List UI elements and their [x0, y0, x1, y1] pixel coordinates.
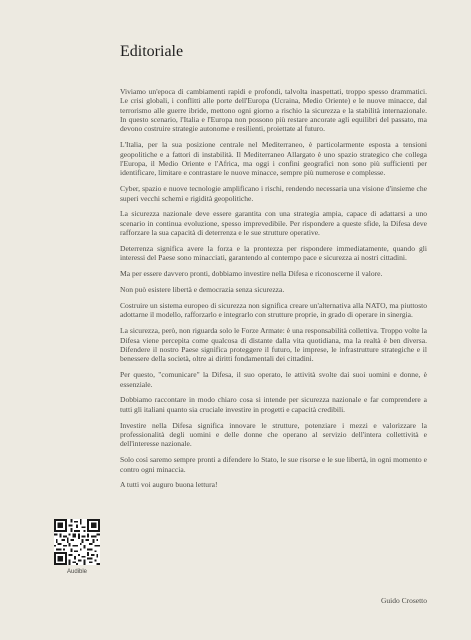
- paragraph: Cyber, spazio e nuove tecnologie amplificano i rischi, rendendo necessaria una visione d'insieme che superi vecchi schemi e rigidità geopolitiche.: [120, 184, 427, 203]
- qr-code-icon[interactable]: [54, 519, 100, 565]
- paragraph: Deterrenza significa avere la forza e la prontezza per rispondere immediatamente, quando gli interessi del Paese sono minacciati, garantendo al contempo pace e sicurezza ai nostri cittadini.: [120, 244, 427, 263]
- paragraph: Solo così saremo sempre pronti a difendere lo Stato, le sue risorse e le sue libertà, in ogni momento e contro ogni minaccia.: [120, 455, 427, 474]
- paragraph: Dobbiamo raccontare in modo chiaro cosa si intende per sicurezza nazionale e far comprendere a tutti gli italiani quanto sia cruciale investire in progetti e capacità credibili.: [120, 395, 427, 414]
- paragraph: Ma per essere davvero pronti, dobbiamo investire nella Difesa e riconoscerne il valore.: [120, 269, 383, 279]
- paragraph: Costruire un sistema europeo di sicurezza non significa creare un'alternativa alla NATO, ma piuttosto adottarne il modello, rafforzarlo e integrarlo con strutture proprie, in grado di operare in sinergia.: [120, 301, 427, 320]
- paragraph: Non può esistere libertà e democrazia senza sicurezza.: [120, 285, 285, 295]
- paragraph: L'Italia, per la sua posizione centrale nel Mediterraneo, è particolarmente esposta a tensioni geopolitiche e a fattori di instabilità. Il Mediterraneo Allargato è uno spazio strategico che collega l'Europa, il Medio Oriente e l'Africa, ma oggi i confini geografici non sono più sufficienti per identificare, limitare e contrastare le nuove minacce, sempre più numerose e complesse.: [120, 140, 427, 178]
- paragraph: Viviamo un'epoca di cambiamenti rapidi e profondi, talvolta inaspettati, troppo spesso drammatici. Le crisi globali, i conflitti alle porte dell'Europa (Ucraina, Medio Oriente) e le nuove minacce, dal terrorismo alle guerre ibride, mettono ogni giorno a rischio la sicurezza e la stabilità internazionale. In questo scenario, l'Italia e l'Europa non possono più restare ancorate agli equilibri del passato, ma devono costruire strategie autonome e resilienti, proiettate al futuro.: [120, 87, 427, 134]
- paragraph: La sicurezza nazionale deve essere garantita con una strategia ampia, capace di adattarsi a uno scenario in continua evoluzione, spesso imprevedibile. Per rispondere a queste sfide, la Difesa deve rafforzare la sua capacità di deterrenza e le sue strutture operative.: [120, 209, 427, 238]
- paragraph: Per questo, "comunicare" la Difesa, il suo operato, le attività svolte dai suoi uomini e donne, è essenziale.: [120, 370, 427, 389]
- qr-caption: Audible: [66, 569, 87, 575]
- editorial-body: [120, 87, 427, 496]
- author-signature: Guido Crosetto: [380, 596, 427, 605]
- paragraph: A tutti voi auguro buona lettura!: [120, 480, 218, 490]
- page-title: Editoriale: [120, 43, 184, 60]
- paragraph: Investire nella Difesa significa innovare le strutture, potenziare i mezzi e valorizzare la professionalità degli uomini e delle donne che operano al servizio dell'intera collettività e dell'interesse nazionale.: [120, 420, 427, 449]
- paragraph: La sicurezza, però, non riguarda solo le Forze Armate: è una responsabilità collettiva. Troppo volte la Difesa viene percepita come qualcosa di distante dalla vita quotidiana, ma la realtà è ben diversa. Difendere il nostro Paese significa proteggere il futuro, le imprese, le infrastrutture strategiche e il benessere della società, oltre ai diritti fondamentali dei cittadini.: [120, 326, 427, 364]
